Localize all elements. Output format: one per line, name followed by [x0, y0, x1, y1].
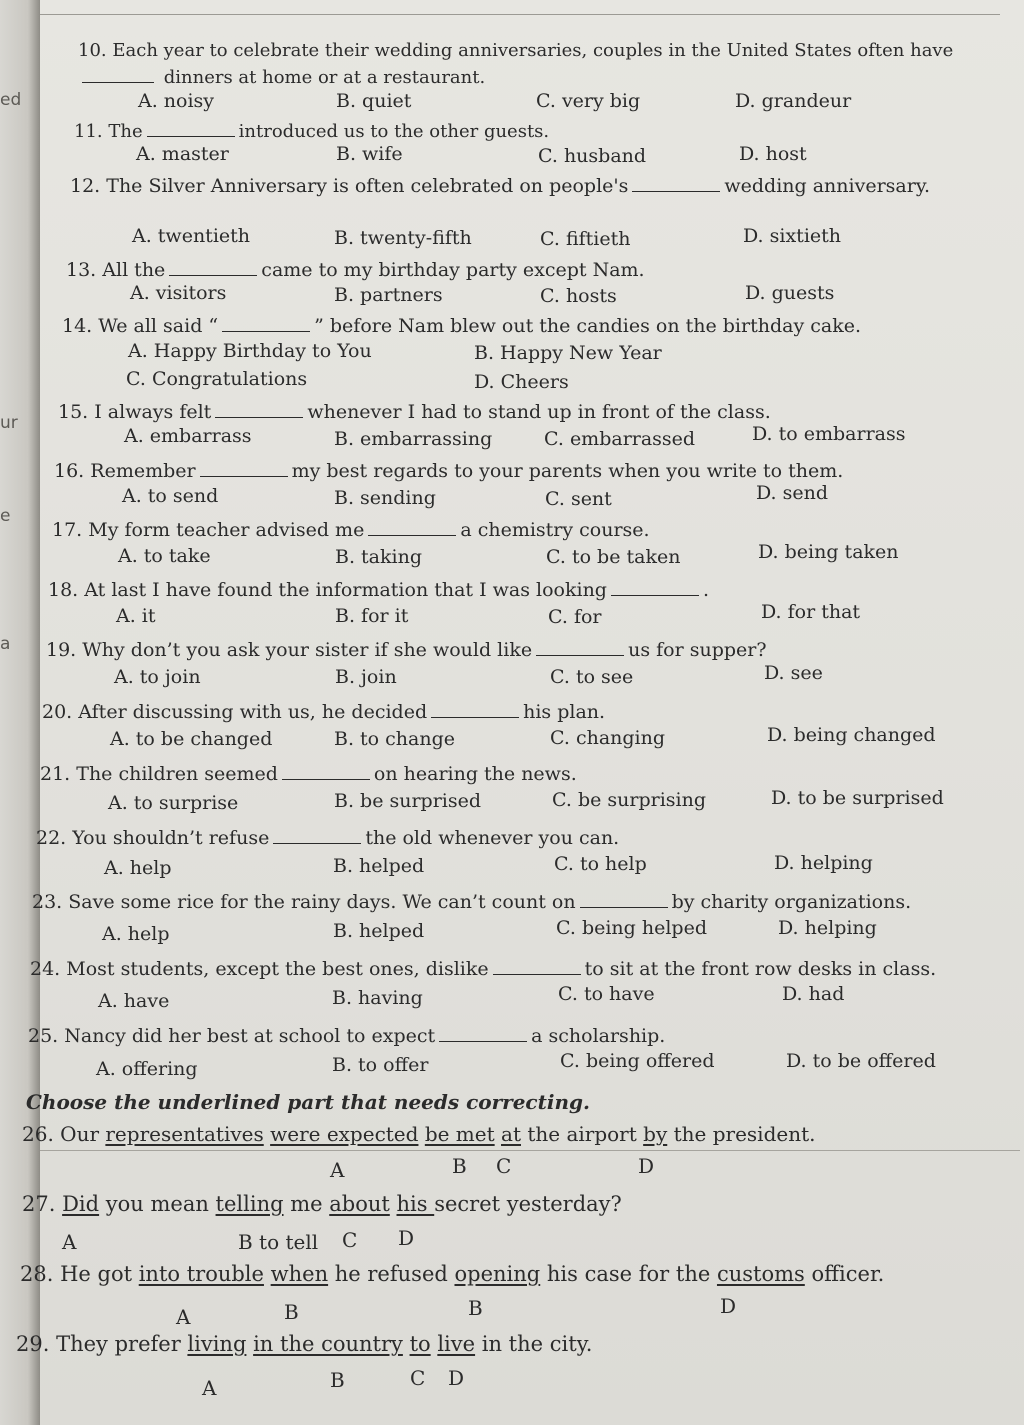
question-number: 19.	[46, 639, 77, 661]
question-number: 25.	[28, 1025, 59, 1047]
question-number: 26.	[22, 1122, 54, 1146]
option[interactable]: C. being offered	[560, 1050, 715, 1072]
sentence-text: He got	[60, 1262, 139, 1286]
question-number: 23.	[32, 891, 63, 913]
answer-blank[interactable]	[536, 636, 624, 656]
question-number: 11.	[74, 121, 103, 142]
option[interactable]: A. to join	[114, 666, 201, 688]
underlined-part[interactable]: living	[187, 1332, 247, 1356]
answer-blank[interactable]	[611, 576, 699, 596]
answer-blank[interactable]	[215, 398, 303, 418]
option[interactable]: B. Happy New Year	[474, 342, 662, 364]
answer-blank[interactable]	[439, 1022, 527, 1042]
sentence-text: officer.	[804, 1262, 885, 1286]
option[interactable]: A. it	[116, 605, 156, 627]
answer-label[interactable]: B	[330, 1368, 345, 1392]
question-25	[28, 1022, 665, 1047]
option[interactable]: A. visitors	[130, 282, 227, 304]
question-11	[74, 118, 549, 142]
option[interactable]: B. partners	[334, 284, 443, 306]
answer-blank[interactable]	[147, 118, 235, 137]
margin-fragment: ur	[0, 413, 18, 433]
option[interactable]: C. husband	[538, 145, 647, 167]
underlined-part[interactable]: representatives	[105, 1122, 264, 1146]
answer-label[interactable]: C	[342, 1228, 358, 1252]
question-text: After discussing with us, he decided	[78, 701, 428, 723]
question-text: us for supper?	[628, 639, 767, 661]
answer-blank[interactable]	[493, 955, 581, 975]
answer-blank[interactable]	[200, 457, 288, 477]
question-text: wedding anniversary.	[724, 175, 931, 197]
answer-blank[interactable]	[282, 760, 370, 780]
question-text: The	[108, 121, 143, 142]
answer-blank[interactable]	[632, 172, 720, 192]
question-text: by charity organizations.	[671, 891, 912, 913]
question-text: The children seemed	[76, 763, 278, 785]
answer-label[interactable]: C	[410, 1366, 426, 1390]
sentence-text	[403, 1332, 410, 1356]
option[interactable]: C. being helped	[556, 917, 707, 939]
underlined-part[interactable]: in the country	[253, 1332, 403, 1356]
option[interactable]: C. to have	[558, 983, 655, 1005]
question-text: You shouldn’t refuse	[72, 827, 270, 849]
underlined-part[interactable]: customs	[716, 1262, 805, 1286]
question-text: the old whenever you can.	[365, 827, 620, 849]
underlined-part[interactable]: to	[409, 1332, 431, 1356]
question-12	[70, 172, 930, 197]
answer-label[interactable]: B	[452, 1154, 467, 1178]
question-number: 18.	[48, 579, 79, 601]
option[interactable]: A. noisy	[138, 90, 215, 112]
underlined-part[interactable]: be met	[424, 1122, 495, 1146]
question-number: 27.	[22, 1192, 56, 1216]
option[interactable]: D. host	[739, 143, 807, 165]
underlined-part[interactable]: live	[437, 1332, 476, 1356]
question-16	[54, 457, 843, 482]
top-divider	[40, 14, 1000, 15]
sentence-text: Our	[60, 1122, 100, 1146]
question-text: Save some rice for the rainy days. We can’t count on	[68, 891, 576, 913]
answer-blank[interactable]	[368, 516, 456, 536]
option[interactable]: B. to change	[334, 728, 456, 750]
question-text: At last I have found the information that I was looking	[84, 579, 607, 601]
underlined-part[interactable]: opening	[454, 1262, 541, 1286]
option[interactable]: B. quiet	[336, 90, 412, 112]
answer-label[interactable]: A	[202, 1376, 217, 1400]
question-number: 29.	[16, 1332, 50, 1356]
answer-blank[interactable]	[273, 824, 361, 844]
option[interactable]: A. offering	[96, 1058, 198, 1080]
question-text: came to my birthday party except Nam.	[261, 259, 645, 281]
option[interactable]: C. fiftieth	[540, 228, 631, 250]
option[interactable]: B. be surprised	[334, 790, 482, 812]
question-21	[40, 760, 577, 785]
underlined-part[interactable]: into trouble	[138, 1262, 264, 1286]
question-18	[48, 576, 709, 601]
option[interactable]: D. being changed	[767, 724, 936, 746]
answer-blank[interactable]	[431, 698, 519, 718]
sentence-text: you mean	[99, 1192, 216, 1216]
question-text: Each year to celebrate their wedding anniversaries, couples in the United States often have	[112, 40, 954, 61]
option[interactable]: D. helping	[774, 852, 873, 874]
option[interactable]: C. to be taken	[546, 546, 681, 568]
question-19	[46, 636, 767, 661]
question-text: We all said “	[98, 315, 219, 337]
question-text: ” before Nam blew out the candies on the birthday cake.	[314, 315, 861, 337]
option[interactable]: C. to see	[550, 666, 634, 688]
underlined-part[interactable]: were expected	[270, 1122, 419, 1146]
sentence-text: his case for the	[540, 1262, 717, 1286]
underlined-part[interactable]: about	[329, 1192, 390, 1216]
answer-label[interactable]: D	[448, 1366, 465, 1390]
sentence-text: he refused	[328, 1262, 455, 1286]
answer-label[interactable]: A	[62, 1230, 77, 1254]
question-text: a chemistry course.	[460, 519, 650, 541]
underlined-part[interactable]: by	[643, 1122, 668, 1146]
sentence-text	[264, 1262, 271, 1286]
question-number: 10.	[78, 40, 107, 61]
question-20	[42, 698, 605, 723]
sentence-text: the president.	[667, 1122, 816, 1146]
question-number: 17.	[52, 519, 83, 541]
answer-blank[interactable]	[169, 256, 257, 276]
question-13	[66, 256, 645, 281]
question-number: 28.	[20, 1262, 54, 1286]
option[interactable]: B. sending	[334, 487, 436, 509]
question-text: .	[702, 579, 710, 601]
answer-label[interactable]: A	[330, 1158, 345, 1182]
divider-line	[40, 1150, 1020, 1151]
underlined-part[interactable]: when	[270, 1262, 329, 1286]
sentence-text: me	[283, 1192, 330, 1216]
error-question-29	[16, 1332, 592, 1356]
question-text: Why don’t you ask your sister if she would like	[82, 639, 533, 661]
question-text: Most students, except the best ones, dislike	[66, 958, 489, 980]
sentence-text	[390, 1192, 397, 1216]
option[interactable]: B. wife	[336, 143, 403, 165]
option[interactable]: D. Cheers	[474, 371, 569, 393]
option[interactable]: B. for it	[335, 605, 409, 627]
option[interactable]: D. being taken	[758, 541, 899, 563]
answer-blank[interactable]	[580, 888, 668, 908]
option[interactable]: A. embarrass	[124, 425, 252, 447]
option[interactable]: D. helping	[778, 917, 877, 939]
answer-blank[interactable]	[82, 64, 154, 83]
question-15	[58, 398, 771, 423]
option[interactable]: B. having	[332, 987, 423, 1009]
question-text: The Silver Anniversary is often celebrated on people's	[106, 175, 629, 197]
option[interactable]: C. very big	[536, 90, 641, 112]
option[interactable]: D. see	[764, 662, 823, 684]
question-text: a scholarship.	[531, 1025, 666, 1047]
question-number: 20.	[42, 701, 73, 723]
question-text: My form teacher advised me	[88, 519, 365, 541]
margin-fragment: ed	[0, 90, 22, 110]
option[interactable]: B. to offer	[332, 1054, 429, 1076]
question-number: 13.	[66, 259, 97, 281]
question-number: 22.	[36, 827, 67, 849]
question-text: I always felt	[94, 401, 212, 423]
option[interactable]: B. embarrassing	[334, 428, 493, 450]
question-number: 21.	[40, 763, 71, 785]
section-instruction: Choose the underlined part that needs correcting.	[26, 1090, 590, 1114]
question-24	[30, 955, 936, 980]
answer-blank[interactable]	[222, 312, 310, 332]
question-text: dinners at home or at a restaurant.	[163, 67, 486, 88]
error-question-27	[22, 1192, 622, 1216]
option[interactable]: C. to help	[554, 853, 647, 875]
question-14	[62, 312, 861, 337]
sentence-text: in the city.	[475, 1332, 593, 1356]
question-text: introduced us to the other guests.	[238, 121, 550, 142]
question-number: 14.	[62, 315, 93, 337]
answer-label[interactable]: A	[176, 1305, 191, 1329]
option[interactable]: C. Congratulations	[126, 368, 308, 390]
underlined-part[interactable]: his	[396, 1192, 435, 1216]
option[interactable]: D. to be surprised	[771, 787, 944, 809]
option[interactable]: D. sixtieth	[743, 225, 842, 247]
option[interactable]: A. help	[102, 923, 170, 945]
question-number: 15.	[58, 401, 89, 423]
option[interactable]: A. to take	[118, 545, 211, 567]
option[interactable]: D. send	[756, 482, 829, 504]
question-number: 12.	[70, 175, 101, 197]
answer-label[interactable]: D	[638, 1154, 655, 1178]
question-text: Nancy did her best at school to expect	[64, 1025, 436, 1047]
question-22	[36, 824, 619, 849]
option[interactable]: B. helped	[333, 855, 425, 877]
option[interactable]: B. twenty-fifth	[334, 227, 472, 249]
option[interactable]: B. taking	[335, 546, 422, 568]
question-text: whenever I had to stand up in front of the class.	[307, 401, 771, 423]
question-number: 16.	[54, 460, 85, 482]
option[interactable]: C. changing	[550, 727, 666, 749]
question-text: on hearing the news.	[373, 763, 577, 785]
option[interactable]: C. sent	[545, 488, 612, 510]
margin-fragment: e	[0, 506, 11, 526]
option[interactable]: B. join	[335, 666, 397, 688]
option[interactable]: B. helped	[333, 920, 425, 942]
question-23	[32, 888, 911, 913]
option[interactable]: C. hosts	[540, 285, 617, 307]
question-text: All the	[102, 259, 166, 281]
option[interactable]: A. to surprise	[108, 792, 239, 814]
underlined-part[interactable]: at	[501, 1122, 521, 1146]
answer-label[interactable]: B	[468, 1296, 483, 1320]
question-10-cont	[78, 64, 485, 88]
underlined-part[interactable]: telling	[215, 1192, 284, 1216]
error-question-26	[22, 1122, 816, 1146]
option[interactable]: C. for	[548, 606, 602, 628]
option[interactable]: A. Happy Birthday to You	[128, 340, 372, 362]
option[interactable]: A. to send	[122, 485, 219, 507]
option[interactable]: D. grandeur	[735, 90, 852, 112]
option[interactable]: A. master	[136, 143, 229, 165]
option[interactable]: A. to be changed	[110, 728, 273, 750]
answer-label[interactable]: B to tell	[238, 1230, 319, 1254]
answer-label[interactable]: D	[398, 1226, 415, 1250]
option[interactable]: D. to be offered	[786, 1050, 936, 1072]
question-text: to sit at the front row desks in class.	[584, 958, 937, 980]
underlined-part[interactable]: Did	[62, 1192, 100, 1216]
sentence-text: the airport	[520, 1122, 644, 1146]
option[interactable]: D. guests	[745, 282, 835, 304]
answer-label[interactable]: B	[284, 1300, 299, 1324]
option[interactable]: C. be surprising	[552, 789, 707, 811]
question-10	[78, 40, 953, 61]
question-text: his plan.	[523, 701, 606, 723]
option[interactable]: C. embarrassed	[544, 428, 696, 450]
question-17	[52, 516, 650, 541]
answer-label[interactable]: C	[496, 1154, 512, 1178]
option[interactable]: A. twentieth	[132, 225, 251, 247]
option[interactable]: D. to embarrass	[752, 423, 906, 445]
sentence-text: They prefer	[56, 1332, 188, 1356]
option[interactable]: A. have	[98, 990, 170, 1012]
question-number: 24.	[30, 958, 61, 980]
answer-label[interactable]: D	[720, 1294, 737, 1318]
option[interactable]: D. had	[782, 983, 845, 1005]
margin-fragment: a	[0, 634, 11, 654]
option[interactable]: A. help	[104, 857, 172, 879]
error-question-28	[20, 1262, 884, 1286]
option[interactable]: D. for that	[761, 601, 861, 623]
question-text: Remember	[90, 460, 196, 482]
question-text: my best regards to your parents when you write to them.	[291, 460, 844, 482]
sentence-text: secret yesterday?	[434, 1192, 622, 1216]
